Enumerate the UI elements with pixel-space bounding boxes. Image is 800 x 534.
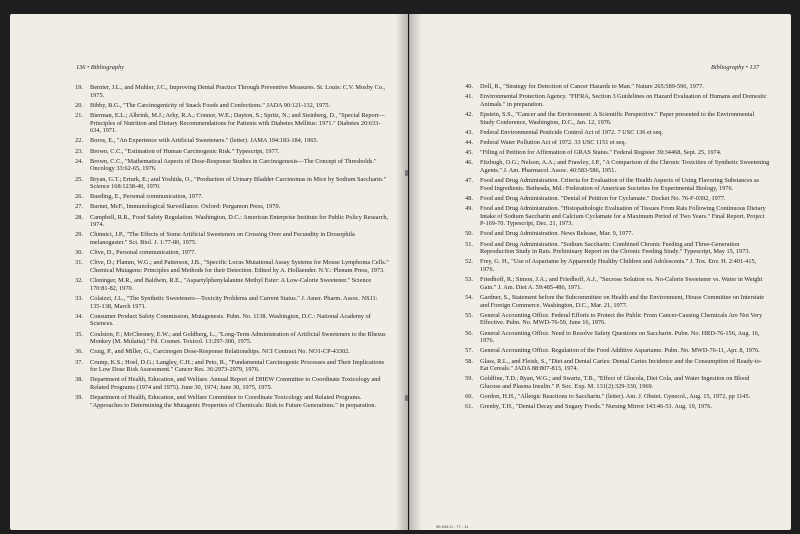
bibliography-entry — [458, 358, 770, 373]
entry-citation: Federal Environmental Pesticide Control Act of 1972. 7 USC 136 et seq. — [480, 128, 664, 136]
bibliography-list-left — [68, 84, 390, 412]
entry-citation: Department of Health, Education, and Welfare. Annual Report of DHEW Committee to Coordinate Toxicology and Related Programs (1974 and 1975). June 30, 1974; June 30, 1975, 1975. — [90, 376, 381, 391]
entry-citation: Frey, G. H., "Use of Aspartame by Apparently Healthy Children and Adolescents." J. Tox. Env. H. 2:401-415, 1976. — [480, 258, 757, 273]
bibliography-entry — [458, 205, 770, 228]
entry-number: 53. — [465, 276, 473, 284]
bibliography-entry — [68, 137, 390, 145]
bibliography-entry — [458, 93, 770, 108]
entry-number: 59. — [465, 375, 473, 383]
bibliography-entry — [68, 84, 390, 99]
entry-number: 28. — [75, 213, 83, 221]
bibliography-list-right — [458, 83, 770, 413]
entry-citation: "Filing of Petition for Affirmation of GRAS Status." Federal Register 39:34468, Sept. 25, 1974. — [480, 149, 722, 157]
entry-citation: General Accounting Office. Need to Resolve Safety Questions on Saccharin. Pubn. No. HRD-76-156, Aug. 16, 1976. — [480, 329, 760, 345]
entry-number: 47. — [465, 177, 473, 185]
entry-number: 43. — [465, 128, 473, 136]
entry-number: 52. — [465, 258, 473, 266]
entry-number: 60. — [465, 393, 473, 401]
entry-number: 39. — [75, 394, 83, 402]
entry-citation: Gardner, S., Statement before the Subcommittee on Health and the Environment, House Committee on Interstate and Foreign Commerce. Washington, D.C., Mar. 21, 1977. — [480, 293, 765, 309]
entry-number: 48. — [465, 194, 473, 202]
bibliography-entry — [68, 376, 390, 391]
entry-citation: Colaizzi, J.L., "The Synthetic Sweeteners—Toxicity Problems and Current Status." J. Amer. Pharm. Assoc. NS11: 135-138, March 1971. — [90, 294, 378, 310]
entry-citation: Brown, C.C., "Mathematical Aspects of Dose-Response Studies in Carcinogenesis—The Concept of Thresholds." Oncology 33:62-65, 1976. — [90, 157, 377, 173]
entry-citation: Clive, D., Personal communication, 1977. — [90, 249, 196, 257]
entry-citation: Campbell, R.R., Food Safety Regulation. Washington, D.C.: American Enterprise Institute for Public Policy Research, 1974. — [90, 213, 389, 229]
entry-citation: Food and Drug Administration. "Histopathologic Evaluation of Tissues From Rats Following Continuous Dietary Intake of Sodium Saccharin and Calcium Cyclamate for a Maximum Period of Two Years." Final Report. Project P-169-70. Typescript, Dec. 21, 1973. — [480, 205, 766, 228]
entry-number: 49. — [465, 205, 473, 213]
entry-number: 29. — [75, 231, 83, 239]
bibliography-entry — [68, 331, 390, 346]
bibliography-entry — [458, 258, 770, 273]
bibliography-entry — [458, 330, 770, 345]
bibliography-entry — [458, 403, 770, 411]
entry-number: 36. — [75, 348, 83, 356]
bibliography-entry — [458, 375, 770, 390]
entry-number: 40. — [465, 83, 473, 90]
entry-number: 26. — [75, 193, 83, 201]
bibliography-entry — [68, 214, 390, 229]
bibliography-entry — [68, 112, 390, 135]
bibliography-entry — [458, 159, 770, 174]
entry-number: 27. — [75, 203, 83, 211]
bibliography-entry — [68, 394, 390, 409]
entry-number: 42. — [465, 110, 473, 118]
entry-citation: Gordon, H.H., "Allergic Reactions to Saccharin." (letter). Am. J. Obstet. Gynecol., Aug. 15, 1972, pp 1145. — [480, 393, 751, 401]
entry-citation: Clive, D.; Flamm, W.G.; and Patterson, J.B., "Specific Locus Mutational Assay Systems for Mouse Lymphoma Cells." Chemical Mutagens: Principles and Methods for their Detection. Edited by A. Hollaender. N.Y.: Plenum Press, 1973. — [90, 259, 389, 274]
entry-citation: Crump, K.S.; Hoel, D.G.; Langley, C.H.; and Peto, R., "Fundamental Carcinogenic Processes and Their Implications for Low Dose Risk Assessment." Cancer Res. 36:2973-2979, 1976. — [90, 358, 385, 374]
bibliography-entry — [68, 295, 390, 310]
entry-number: 21. — [75, 111, 83, 119]
bibliography-entry — [458, 393, 770, 401]
entry-number: 56. — [465, 329, 473, 337]
entry-citation: Fitzhugh, O.G.; Nelson, A.A.; and Frawley, J.P., "A Comparison of the Chronic Toxicities of Synthetic Sweetening Agents." J. Am. Pharmacol. Assoc. 40:583-586, 1951. — [480, 159, 770, 174]
bibliography-entry — [458, 230, 770, 238]
entry-citation: Goldfine, T.D.; Ryan, W.G.; and Swartz, T.B., "Effect of Glucola, Diet Cola, and Water Ingestion on Blood Glucose and Plasma Insulin." P. Soc. Exp. M. 131(2):329-330, 1969. — [480, 375, 750, 390]
entry-number: 37. — [75, 358, 83, 366]
entry-citation: Boros, E., "An Experience with Artificial Sweeteners." (letter). JAMA 194:183-184, 1965. — [90, 137, 319, 145]
entry-number: 20. — [75, 101, 83, 109]
entry-citation: Doll, R., "Strategy for Detection of Cancer Hazards to Man." Nature 265:589-596, 1977. — [480, 83, 704, 90]
staple-mark — [405, 395, 408, 401]
book-gutter — [396, 14, 422, 530]
running-head-right: Bibliography • 137 — [710, 64, 759, 71]
entry-citation: Food and Drug Administration. Criteria for Evaluation of the Health Aspects of Using Flavoring Substances as Food Ingredients. Bethesda, Md.: Federation of American Societies for Experimental Biology, 1976. — [480, 177, 760, 192]
bibliography-entry — [68, 277, 390, 292]
entry-number: 55. — [465, 311, 473, 319]
entry-citation: Federal Water Pollution Act of 1972. 33 USC 1151 et seq. — [480, 138, 627, 146]
bibliography-entry — [68, 158, 390, 173]
entry-number: 22. — [75, 137, 83, 145]
entry-number: 23. — [75, 147, 83, 155]
entry-citation: Consumer Product Safety Commission, Mutagenesis. Pubn. No. 1138. Washington, D.C.: National Academy of Sciences. — [90, 312, 371, 328]
entry-citation: Bryan, G.T.; Erturk, E.; and Yoshida, O., "Production of Urinary Bladder Carcinomas in Mice by Sodium Saccharin." Science 168:1238-40, 1970. — [90, 175, 387, 191]
bibliography-entry — [68, 259, 390, 274]
entry-citation: Bierman, E.L.; Albrink, M.J.; Arky, R.A.; Connor, W.E.; Dayton, S.; Spritz, N.; and Steinberg, D., "Special Report—Principles of Nutrition and Dietary Recommendations for Patients with Diabetes Mellitus: 1971." Diabetes 20:633-634, 1971. — [90, 111, 385, 135]
bibliography-entry — [458, 177, 770, 192]
entry-number: 46. — [465, 159, 473, 167]
entry-number: 38. — [75, 376, 83, 384]
running-head-left: 136 • Bibliography — [76, 64, 125, 71]
bibliography-entry — [68, 193, 390, 201]
entry-citation: Environmental Protection Agency. "FIFRA, Section 3 Guidelines on Hazard Evaluation of Humans and Domestic Animals." in preparation. — [480, 93, 767, 108]
entry-citation: Glass, R.L., and Fleish, S., "Diet and Dental Caries: Dental Caries Incidence and the Consumption of Ready-to-Eat Cereals." JADA 88:807-813, 1974. — [480, 357, 762, 373]
bibliography-entry — [68, 231, 390, 246]
entry-number: 34. — [75, 312, 83, 320]
entry-citation: Department of Health, Education, and Welfare Committee to Coordinate Toxicology and Related Programs. "Approaches to Determining the Mutagenic Properties of Chemicals: Risk to Future Generations." in preparation. — [90, 394, 377, 409]
entry-number: 44. — [465, 138, 473, 146]
entry-citation: Chinnici, J.P., "The Effects of Some Artificial Sweeteners on Crossing Over and Fecundity in Drosophila melanogaster." Sci. Biol. J. 1:77-80, 1975. — [90, 231, 355, 247]
bibliography-entry — [458, 241, 770, 256]
bibliography-entry — [458, 312, 770, 327]
bibliography-entry — [458, 276, 770, 291]
staple-mark — [405, 170, 408, 176]
entry-number: 45. — [465, 149, 473, 157]
bibliography-entry — [458, 347, 770, 355]
entry-citation: Epstein, S.S., "Cancer and the Environment: A Scientific Perspective." Paper presented to the Environmental Study Conference, Washington, D.C., Jan. 12, 1976. — [480, 110, 755, 126]
entry-number: 54. — [465, 293, 473, 301]
bibliography-entry — [458, 294, 770, 309]
entry-citation: Bibby, B.G., "The Carcinogenicity of Snack Foods and Confections." JADA 90:121-132, 1975. — [90, 101, 331, 109]
entry-number: 33. — [75, 294, 83, 302]
bibliography-entry — [458, 149, 770, 157]
bibliography-entry — [68, 176, 390, 191]
entry-citation: Bernier, J.L., and Muhler, J.C., Improving Dental Practice Through Preventive Measures. St. Louis: C.V. Mosby Co., 1975. — [90, 84, 386, 99]
entry-citation: General Accounting Office. Federal Efforts to Protect the Public From Cancer-Causing Chemicals Are Not Very Effective. Pubn. No. MWD-76-59, June 16, 1976. — [480, 311, 763, 327]
entry-number: 41. — [465, 93, 473, 101]
bibliography-entry — [68, 203, 390, 211]
entry-number: 31. — [75, 259, 83, 267]
right-page — [409, 14, 791, 530]
entry-citation: Burnet, McF., Immunological Surveillance. Oxford: Pergamon Press, 1970. — [90, 203, 281, 211]
entry-number: 32. — [75, 277, 83, 285]
bibliography-entry — [458, 83, 770, 91]
bibliography-entry — [458, 129, 770, 137]
bibliography-entry — [458, 111, 770, 126]
printer-footer: 96-946 O - 77 - 11 — [436, 524, 469, 529]
bibliography-entry — [68, 348, 390, 356]
entry-citation: Coulston, F.; McChesney, E.W.; and Goldberg, L., "Long-Term Administration of Artificial Sweeteners to the Rhesus Monkey (M. Mulatta)." Fd. Cosmet. Toxicol. 13:297-300, 1975. — [90, 330, 386, 346]
entry-citation: Brown, C.C., "Estimation of Human Carcinogenic Risk." Typescript, 1977. — [90, 147, 280, 155]
bibliography-entry — [68, 313, 390, 328]
bibliography-entry — [68, 249, 390, 257]
entry-citation: Food and Drug Administration. "Denial of Petition for Cyclamate." Docket No. 76-F-0392, 1977. — [480, 194, 726, 202]
entry-number: 19. — [75, 84, 83, 91]
entry-number: 58. — [465, 357, 473, 365]
entry-citation: Cloninger, M.R., and Baldwin, R.E., "Aspartylphenylalanine Methyl Ester: A Low-Calorie Sweetener." Science 170:81-82, 1970. — [90, 277, 372, 292]
entry-number: 50. — [465, 230, 473, 238]
entry-citation: Food and Drug Administration. News Release, Mar. 9, 1977. — [480, 230, 634, 238]
entry-citation: Bueding, E., Personal communication, 1977. — [90, 193, 203, 201]
entry-number: 30. — [75, 249, 83, 257]
entry-citation: Craig, P., and Miller, G., Carcinogen Dose-Response Relationships. NCI Contract No. NO1-CP-43302. — [90, 348, 350, 356]
entry-citation: General Accounting Office. Regulation of the Food Additive Aspartame. Pubn. No. MWD-76-11, Apr. 8, 1976. — [480, 347, 760, 355]
entry-citation: Grenby, T.H., "Dental Decay and Sugary Foods." Nursing Mirror 143:46-51. Aug. 19, 1976. — [480, 403, 713, 411]
entry-number: 35. — [75, 330, 83, 338]
entry-number: 25. — [75, 175, 83, 183]
entry-number: 57. — [465, 347, 473, 355]
entry-number: 61. — [465, 403, 473, 411]
entry-citation: Friedhoff, R.; Simon, J.A.; and Friedhoff, A.J., "Sucrose Solution vs. No-Calorie Sweetener vs. Water in Weight Gain." J. Am. Diet A. 59:485-486, 1971. — [480, 276, 763, 291]
bibliography-entry — [68, 359, 390, 374]
entry-citation: Food and Drug Administration. "Sodium Saccharin: Combined Chronic Feeding and Three-Generation Reproduction Study in Rats. Preliminary Report on the Chronic Feeding Study." Typescript, May 15, 1973. — [480, 240, 751, 256]
bibliography-entry — [68, 148, 390, 156]
entry-number: 24. — [75, 157, 83, 165]
left-page — [10, 14, 408, 530]
bibliography-entry — [458, 139, 770, 147]
bibliography-entry — [458, 195, 770, 203]
entry-number: 51. — [465, 240, 473, 248]
bibliography-entry — [68, 102, 390, 110]
